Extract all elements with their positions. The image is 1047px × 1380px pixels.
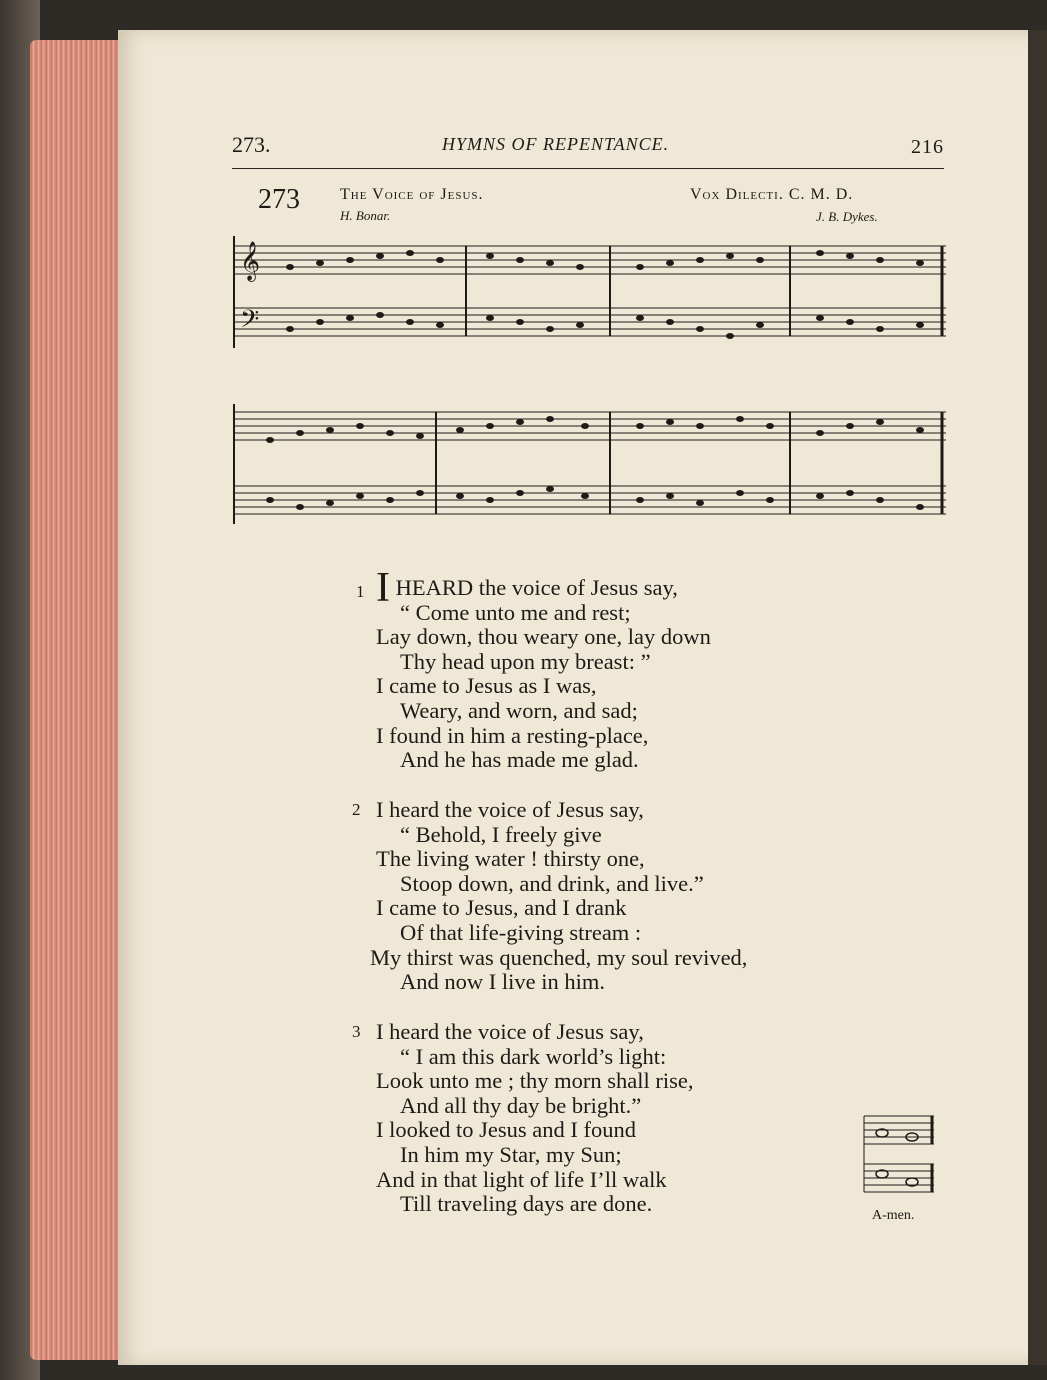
verse-line: Look unto me ; thy morn shall rise, <box>376 1068 694 1094</box>
verse-line: Thy head upon my breast: ” <box>400 648 651 674</box>
verse-number: 3 <box>352 1022 361 1041</box>
verse-line: Weary, and worn, and sad; <box>400 697 638 723</box>
page-number: 216 <box>911 136 944 158</box>
verse-line: I looked to Jesus and I found <box>376 1117 636 1143</box>
page-edges <box>30 40 130 1360</box>
svg-text:𝄢: 𝄢 <box>240 306 260 339</box>
verse-line: And in that light of life I’ll walk <box>376 1166 667 1192</box>
verse-2 <box>352 797 748 995</box>
composer: J. B. Dykes. <box>816 209 878 224</box>
verse-line: Lay down, thou weary one, lay down <box>376 624 711 650</box>
running-title: HYMNS OF REPENTANCE. <box>442 134 670 154</box>
hymn-title: The Voice of Jesus. <box>340 186 484 203</box>
hymn-number: 273 <box>258 184 300 215</box>
verse-line: Till traveling days are done. <box>400 1191 653 1217</box>
book-gutter <box>1028 30 1047 1365</box>
verse-line: I came to Jesus, and I drank <box>376 895 627 921</box>
hymn-author: H. Bonar. <box>340 208 391 223</box>
music-system-1 <box>230 232 950 352</box>
header-rule <box>232 168 944 169</box>
verse-line: And all thy day be bright.” <box>400 1092 642 1118</box>
drop-cap: I <box>376 565 390 611</box>
verse-line: “ I am this dark world’s light: <box>400 1043 667 1069</box>
verse-3 <box>352 1019 694 1217</box>
verse-line: “ Come unto me and rest; <box>400 599 631 625</box>
amen-label: A-men. <box>872 1208 915 1223</box>
verse-line: And now I live in him. <box>400 969 605 995</box>
music-system-2 <box>230 400 950 530</box>
tune-name: Vox Dilecti. C. M. D. <box>690 186 854 203</box>
verse-line: I heard the voice of Jesus say, <box>376 797 644 822</box>
verse-line: Of that life-giving stream : <box>400 919 642 945</box>
verse-number: 2 <box>352 800 361 819</box>
amen-music <box>862 1108 938 1204</box>
verse-line: Stoop down, and drink, and live.” <box>400 870 704 896</box>
svg-text:𝄞: 𝄞 <box>240 243 261 280</box>
verse-line: I heard the voice of Jesus say, <box>376 1019 644 1044</box>
verse-line: My thirst was quenched, my soul revived, <box>370 944 748 970</box>
verse-line: “ Behold, I freely give <box>400 821 602 847</box>
verse-1 <box>356 565 711 773</box>
verse-number: 1 <box>356 582 365 601</box>
verse-line: I came to Jesus as I was, <box>376 673 597 699</box>
verse-line: HEARD the voice of Jesus say, <box>390 575 678 600</box>
verse-line: In him my Star, my Sun; <box>400 1141 622 1167</box>
verse-line: The living water ! thirsty one, <box>376 846 645 872</box>
hymn-number-header: 273. <box>232 132 271 157</box>
running-header <box>232 128 944 168</box>
verse-line: And he has made me glad. <box>400 747 639 773</box>
verse-line: I found in him a resting-place, <box>376 722 649 748</box>
